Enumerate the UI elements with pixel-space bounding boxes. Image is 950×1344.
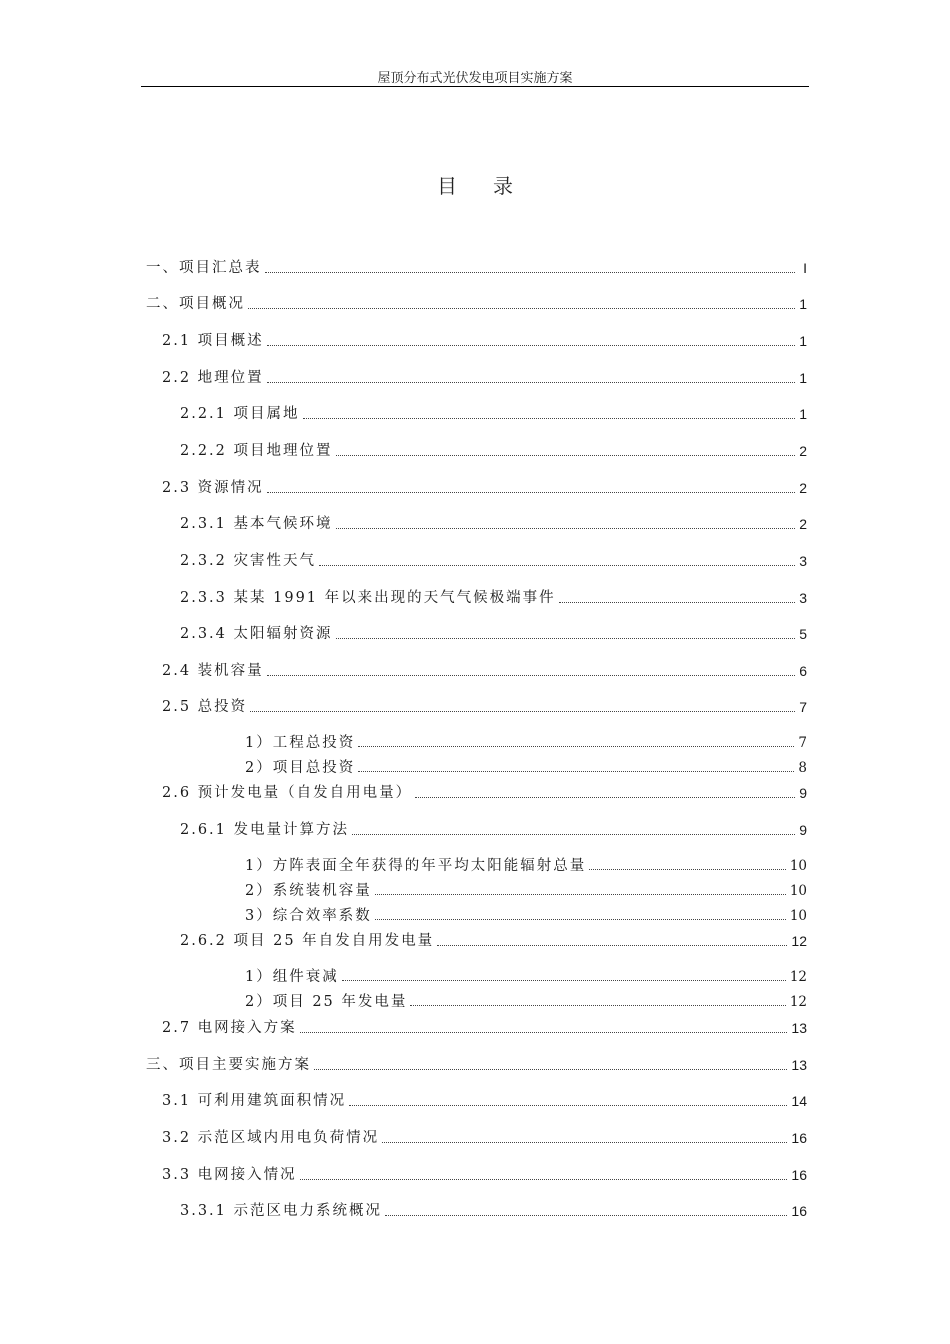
toc-entry-2-6-2-item-1[interactable] xyxy=(245,965,807,987)
toc-entry-page: 1 xyxy=(799,296,807,312)
toc-entry-2-1[interactable] xyxy=(162,329,807,351)
toc-entry-page: 16 xyxy=(791,1203,807,1219)
toc-entry-page: 2 xyxy=(799,480,807,496)
toc-entry-2-6-1[interactable] xyxy=(180,818,807,840)
toc-entry-label: 1）组件衰减 xyxy=(245,969,339,985)
toc-entry-label: 2.1 项目概述 xyxy=(162,333,264,349)
toc-entry-page: 12 xyxy=(791,933,807,949)
toc-entry-label: 1）工程总投资 xyxy=(245,735,356,751)
toc-entry-page: 6 xyxy=(799,663,807,679)
dot-leader xyxy=(410,1005,785,1006)
toc-entry-label: 2.6 预计发电量（自发自用电量） xyxy=(162,785,413,801)
toc-entry-label: 3.1 可利用建筑面积情况 xyxy=(162,1093,347,1109)
toc-entry-2-3-3[interactable] xyxy=(180,586,807,608)
dot-leader xyxy=(375,894,786,895)
toc-entry-2-6-2-item-2[interactable] xyxy=(245,990,807,1012)
toc-entry-page: 3 xyxy=(799,590,807,606)
toc-entry-label: 2.2.2 项目地理位置 xyxy=(180,443,333,459)
toc-entry-label: 3.2 示范区域内用电负荷情况 xyxy=(162,1130,380,1146)
dot-leader xyxy=(352,834,795,835)
dot-leader xyxy=(559,602,795,603)
toc-entry-page: 12 xyxy=(789,994,807,1010)
toc-entry-label: 2.3.1 基本气候环境 xyxy=(180,516,333,532)
toc-entry-page: 9 xyxy=(799,785,807,801)
toc-entry-section-1[interactable] xyxy=(146,256,807,278)
toc-entry-2-5-item-1[interactable] xyxy=(245,731,807,753)
dot-leader xyxy=(336,528,795,529)
toc-entry-page: 1 xyxy=(799,406,807,422)
toc-entry-page: 13 xyxy=(791,1020,807,1036)
dot-leader xyxy=(300,1032,788,1033)
dot-leader xyxy=(267,675,795,676)
toc-entry-label: 2）系统装机容量 xyxy=(245,883,372,899)
toc-entry-label: 2.5 总投资 xyxy=(162,699,248,715)
toc-entry-label: 2）项目 25 年发电量 xyxy=(245,994,408,1010)
toc-entry-2-2[interactable] xyxy=(162,366,807,388)
dot-leader xyxy=(342,980,786,981)
toc-entry-label: 2.7 电网接入方案 xyxy=(162,1020,297,1036)
toc-entry-page: 16 xyxy=(791,1167,807,1183)
toc-entry-2-3[interactable] xyxy=(162,476,807,498)
toc-entry-2-6[interactable] xyxy=(162,781,807,803)
toc-entry-label: 3）综合效率系数 xyxy=(245,908,372,924)
dot-leader xyxy=(385,1215,787,1216)
toc-entry-2-5-item-2[interactable] xyxy=(245,756,807,778)
toc-entry-label: 2.3.2 灾害性天气 xyxy=(180,553,317,569)
toc-entry-label: 2.3 资源情况 xyxy=(162,480,264,496)
toc-entry-3-3[interactable] xyxy=(162,1163,807,1185)
toc-entry-page: 12 xyxy=(789,969,807,985)
toc-entry-3-2[interactable] xyxy=(162,1126,807,1148)
toc-entry-2-7[interactable] xyxy=(162,1016,807,1038)
toc-entry-label: 一、项目汇总表 xyxy=(146,260,262,276)
toc-heading: 目录 xyxy=(437,174,549,198)
dot-leader xyxy=(382,1142,787,1143)
toc-entry-section-2[interactable] xyxy=(146,292,807,314)
running-header: 屋顶分布式光伏发电项目实施方案 xyxy=(377,71,573,86)
toc-entry-label: 2.6.2 项目 25 年自发自用发电量 xyxy=(180,933,435,949)
toc-entry-label: 2.3.4 太阳辐射资源 xyxy=(180,626,333,642)
dot-leader xyxy=(349,1105,787,1106)
dot-leader xyxy=(415,797,795,798)
dot-leader xyxy=(303,418,795,419)
toc-entry-3-1[interactable] xyxy=(162,1089,807,1111)
toc-entry-page: 8 xyxy=(798,760,807,776)
toc-entry-page: 16 xyxy=(791,1130,807,1146)
dot-leader xyxy=(589,869,786,870)
toc-entry-2-3-1[interactable] xyxy=(180,512,807,534)
dot-leader xyxy=(267,492,795,493)
dot-leader xyxy=(336,455,795,456)
toc-entry-page: 1 xyxy=(799,370,807,386)
dot-leader xyxy=(375,919,786,920)
toc-entry-2-2-2[interactable] xyxy=(180,439,807,461)
toc-entry-label: 2.2.1 项目属地 xyxy=(180,406,300,422)
dot-leader xyxy=(267,345,795,346)
dot-leader xyxy=(358,771,794,772)
toc-entry-label: 2.6.1 发电量计算方法 xyxy=(180,822,350,838)
dot-leader xyxy=(437,945,787,946)
toc-entry-2-6-1-item-1[interactable] xyxy=(245,854,807,876)
toc-entry-2-4[interactable] xyxy=(162,659,807,681)
toc-entry-page: 10 xyxy=(789,858,807,874)
toc-entry-page: 3 xyxy=(799,553,807,569)
toc-entry-2-3-4[interactable] xyxy=(180,622,807,644)
toc-entry-2-3-2[interactable] xyxy=(180,549,807,571)
toc-entry-label: 2）项目总投资 xyxy=(245,760,356,776)
toc-entry-label: 二、项目概况 xyxy=(146,296,245,312)
dot-leader xyxy=(300,1179,788,1180)
toc-entry-page: 2 xyxy=(799,516,807,532)
dot-leader xyxy=(267,382,795,383)
toc-entry-page: 10 xyxy=(789,883,807,899)
dot-leader xyxy=(248,308,795,309)
toc-entry-section-3[interactable] xyxy=(146,1053,807,1075)
toc-entry-2-2-1[interactable] xyxy=(180,402,807,424)
toc-entry-page: 7 xyxy=(798,735,807,751)
toc-entry-label: 2.4 装机容量 xyxy=(162,663,264,679)
toc-entry-page: 14 xyxy=(791,1093,807,1109)
toc-entry-page: 2 xyxy=(799,443,807,459)
toc-entry-page: I xyxy=(803,260,807,276)
dot-leader xyxy=(314,1069,787,1070)
toc-entry-label: 3.3 电网接入情况 xyxy=(162,1167,297,1183)
toc-entry-label: 2.2 地理位置 xyxy=(162,370,264,386)
toc-entry-2-6-1-item-2[interactable] xyxy=(245,879,807,901)
dot-leader xyxy=(336,638,795,639)
toc-entry-2-6-2[interactable] xyxy=(180,929,807,951)
toc-entry-label: 三、项目主要实施方案 xyxy=(146,1057,311,1073)
toc-entry-3-3-1[interactable] xyxy=(180,1199,807,1221)
toc-entry-page: 5 xyxy=(799,626,807,642)
dot-leader xyxy=(319,565,795,566)
toc-entry-page: 7 xyxy=(799,699,807,715)
toc-entry-page: 9 xyxy=(799,822,807,838)
toc-entry-page: 10 xyxy=(789,908,807,924)
toc-entry-2-5[interactable] xyxy=(162,695,807,717)
dot-leader xyxy=(250,711,795,712)
dot-leader xyxy=(265,272,796,273)
toc-entry-label: 2.3.3 某某 1991 年以来出现的天气气候极端事件 xyxy=(180,590,556,606)
dot-leader xyxy=(358,746,794,747)
toc-entry-2-6-1-item-3[interactable] xyxy=(245,904,807,926)
toc-entry-page: 13 xyxy=(791,1057,807,1073)
toc-entry-label: 1）方阵表面全年获得的年平均太阳能辐射总量 xyxy=(245,858,587,874)
toc-entry-page: 1 xyxy=(799,333,807,349)
toc-entry-label: 3.3.1 示范区电力系统概况 xyxy=(180,1203,383,1219)
